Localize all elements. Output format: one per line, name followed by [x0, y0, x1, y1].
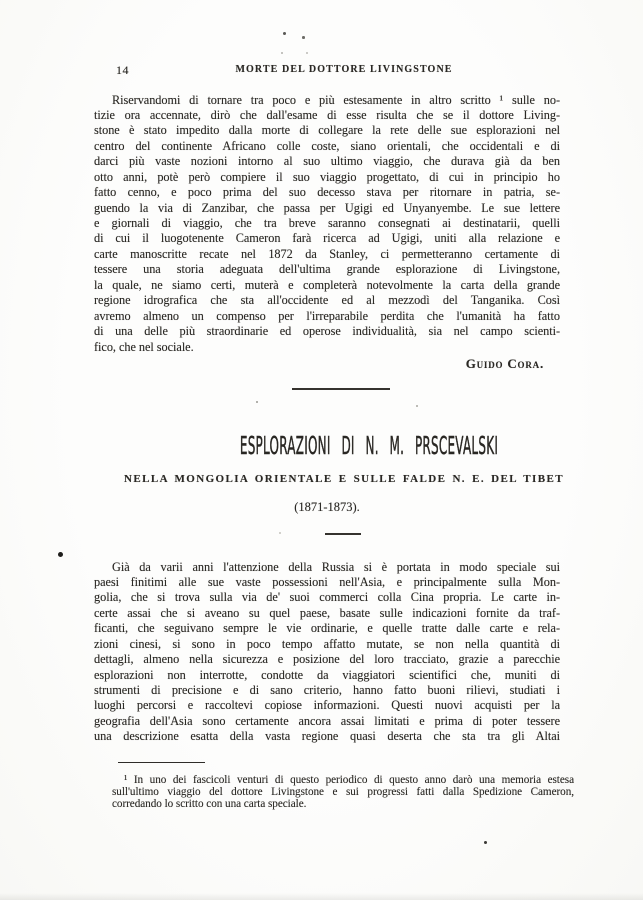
scan-speck	[58, 552, 63, 557]
section-divider-rule	[292, 388, 390, 390]
text-line: una descrizione esatta della vasta regione quasi deserta che sta tra gli Altai	[94, 729, 560, 744]
scan-speck	[279, 532, 281, 534]
subsection-divider-rule	[325, 533, 361, 535]
article-subtitle: NELLA MONGOLIA ORIENTALE E SULLE FALDE N. E. DEL TIBET	[124, 473, 564, 485]
text-line: sull'ultimo viaggio del dottore Livingstone e sui progressi fatti dalla Spedizione Cameron,	[112, 785, 574, 798]
scan-speck	[484, 841, 487, 844]
scan-speck	[256, 401, 258, 403]
text-line: zioni cinesi, si sono in poco tempo affatto mutate, se non nella quantità di	[94, 636, 560, 651]
article-dates: (1871-1873).	[294, 500, 360, 514]
text-line: otto anni, potè però compiere il suo viaggio progettato, di cui in principio ho	[94, 169, 560, 184]
text-line: fatto cenno, e poco prima del suo decesso stava per ritornare in patria, se-	[94, 185, 560, 200]
text-line: la quale, ne siamo certi, muterà e completerà notevolmente la carta della grande	[94, 277, 560, 292]
paragraph-livingstone-closing	[94, 93, 560, 355]
text-line: luoghi percorsi e raccoltevi copiose informazioni. Questi nuovi acquisti per la	[94, 698, 560, 713]
text-line: darci più vaste nozioni intorno al suo ultimo viaggio, che durava già da ben	[94, 154, 560, 169]
scan-speck	[306, 52, 308, 54]
article-title-text: ESPLORAZIONI DI N. M. PRSCEVALSKI	[239, 431, 499, 460]
text-line: geografia dell'Asia sono certamente ancora assai limitati e prima di poter tessere	[94, 713, 560, 728]
scan-speck	[416, 405, 418, 407]
text-line: dettagli, almeno nella sicurezza e posizione del loro tracciato, grazie a parecchie	[94, 652, 560, 667]
text-line: centro del continente Africano colle coste, siano orientali, che occidentali e di	[94, 138, 560, 153]
text-line: Già da varii anni l'attenzione della Russia si è portata in modo speciale sui	[112, 559, 560, 574]
text-line: certe assai che si aveano su quel paese, basate sulle indicazioni fornite da traf-	[94, 605, 560, 620]
running-head: MORTE DEL DOTTORE LIVINGSTONE	[235, 64, 453, 75]
text-line: golia, che si trova sulla via de' suoi commerci colla Cina propria. Le carte in-	[94, 590, 560, 605]
text-line: guendo la via di Zanzibar, che passa per Ugigi ed Unyanyembe. Le sue lettere	[94, 200, 560, 215]
text-line: strumenti di precisione e di sano criterio, hanno fatto buoni rilievi, studiati i	[94, 683, 560, 697]
text-line: ¹ In uno dei fascicoli venturi di questo periodico di questo anno darò una memoria estesa	[124, 773, 574, 786]
text-line: avremo almeno un compenso per l'irreparabile perdita che l'umanità ha fatto	[94, 308, 560, 323]
text-line: carte manoscritte recate nel 1872 da Stanley, ci permetteranno certamente di	[94, 246, 560, 261]
scan-speck	[281, 52, 283, 54]
text-line: di una delle più straordinarie ed operose individualità, sia nel campo scienti-	[94, 324, 560, 339]
text-line: di cui il luogotenente Cameron farà ricerca ad Ugigi, uniti alla relazione e	[94, 231, 560, 246]
text-line: regione idrografica che sta all'occidente ed al mezzodì del Tanganika. Così	[94, 293, 560, 308]
text-line: Riservandomi di tornare tra poco e più estesamente in altro scritto ¹ sulle no-	[112, 92, 560, 107]
article-title	[100, 431, 588, 460]
text-line: ficanti, che seguivano sempre le vie ordinarie, e quelle tratte dalle carte e rela-	[94, 621, 560, 636]
author-signature: Guido Cora.	[465, 355, 544, 371]
text-line: fico, che nel sociale.	[94, 339, 194, 354]
text-line: stone è stato impedito dalla morte di collegare la rete delle sue esplorazioni nel	[94, 123, 560, 138]
scan-speck	[283, 32, 286, 35]
text-line: paesi finitimi alle sue vaste possessioni nell'Asia, e principalmente sulla Mon-	[94, 574, 560, 589]
paragraph-prscevalski-intro	[94, 560, 560, 745]
text-line: tizie ora accennate, dirò che dall'esame di esse risulta che se il dottore Living-	[94, 107, 560, 122]
text-line: e giornali di viaggio, che tra breve saranno consegnati ai destinatarii, quelli	[94, 216, 560, 230]
scan-speck	[302, 36, 305, 39]
text-line: tessere una storia adeguata dell'ultima grande esplorazione di Livingstone,	[94, 262, 560, 277]
page-number: 14	[116, 63, 129, 77]
text-line: corredando lo scritto con una carta speciale.	[112, 798, 307, 811]
footnote-rule	[118, 762, 205, 763]
footnote	[112, 774, 574, 811]
text-line: esplorazioni non interrotte, condotte da viaggiatori scientifici che, muniti di	[94, 667, 560, 682]
